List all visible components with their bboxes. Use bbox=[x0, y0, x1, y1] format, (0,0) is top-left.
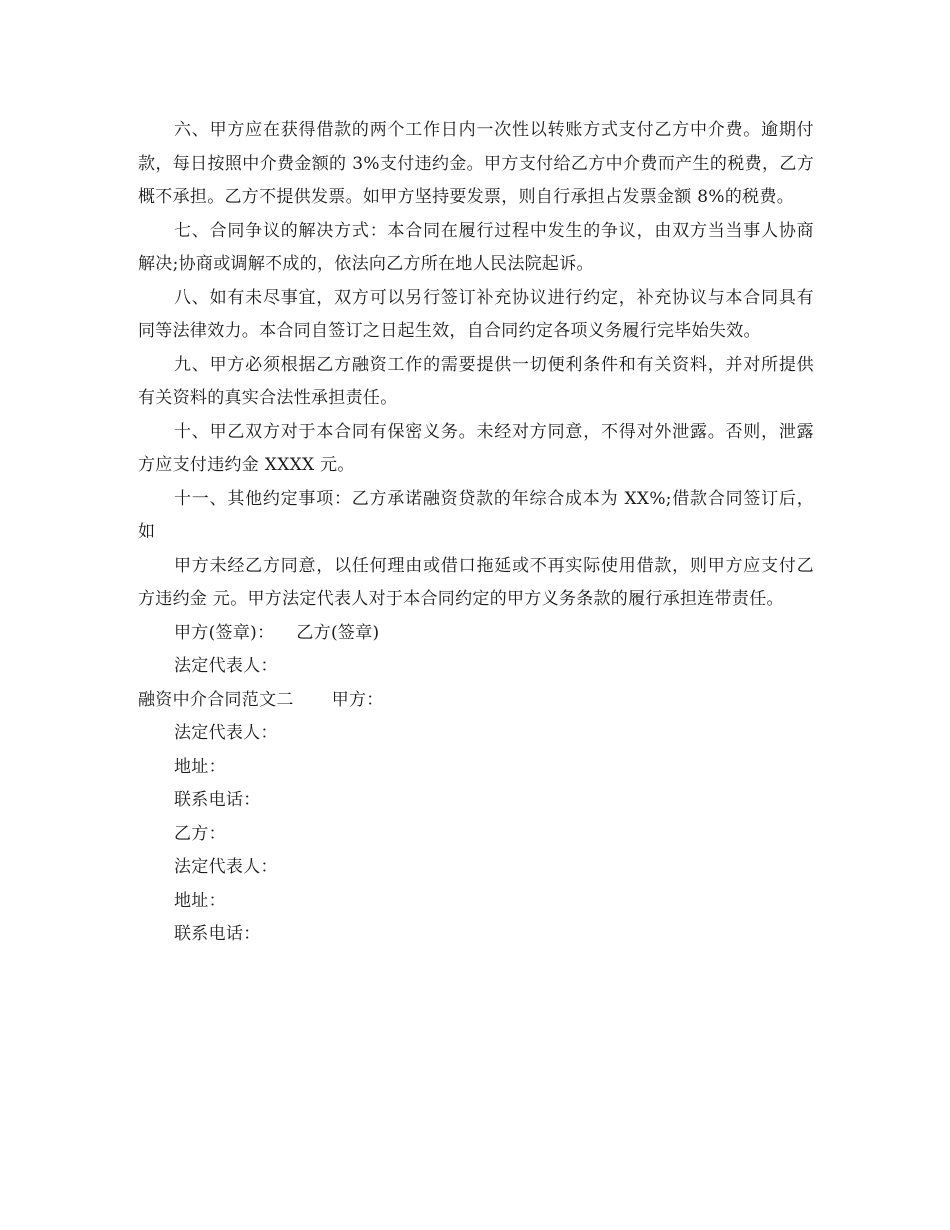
clause-8: 八、如有未尽事宜，双方可以另行签订补充协议进行约定，补充协议与本合同具有同等法律效力。本合同自签订之日起生效，自合同约定各项义务履行完毕始失效。 bbox=[138, 287, 814, 341]
second-party-b: 乙方： bbox=[174, 823, 226, 844]
legal-representative-label: 法定代表人： bbox=[174, 656, 278, 676]
clause-6: 六、甲方应在获得借款的两个工作日内一次性以转账方式支付乙方中介费。逾期付款，每日按照中介费金额的 3%支付违约金。甲方支付给乙方中介费而产生的税费，乙方概不承担。乙方不提供发票。如甲方坚持要发票，则自行承担占发票金额 8%的税费。 bbox=[138, 120, 814, 207]
clause-9: 九、甲方必须根据乙方融资工作的需要提供一切便利条件和有关资料，并对所提供有关资料的真实合法性承担责任。 bbox=[138, 354, 814, 408]
second-b-legal-rep: 法定代表人： bbox=[174, 857, 278, 877]
second-b-address: 地址： bbox=[174, 890, 226, 911]
template-title: 融资中介合同范文二 bbox=[138, 689, 294, 710]
party-b-signature-label: 乙方(签章) bbox=[296, 622, 380, 643]
document-body bbox=[138, 114, 814, 952]
clause-11: 十一、其他约定事项：乙方承诺融资贷款的年综合成本为 XX%;借款合同签订后，如 bbox=[138, 488, 814, 542]
signature-line bbox=[138, 617, 814, 651]
clause-7: 七、合同争议的解决方式：本合同在履行过程中发生的争议，由双方当当事人协商解决;协商或调解不成的，依法向乙方所在地人民法院起诉。 bbox=[138, 220, 814, 274]
second-b-phone: 联系电话： bbox=[174, 924, 261, 944]
second-a-legal-rep: 法定代表人： bbox=[174, 723, 278, 743]
clause-11-continued: 甲方未经乙方同意，以任何理由或借口拖延或不再实际使用借款，则甲方应支付乙方违约金 元。甲方法定代表人对于本合同约定的甲方义务条款的履行承担连带责任。 bbox=[138, 555, 814, 609]
second-party-a-label: 甲方： bbox=[331, 689, 384, 710]
second-a-address: 地址： bbox=[174, 756, 226, 777]
second-a-phone: 联系电话： bbox=[174, 790, 261, 810]
second-template-heading bbox=[138, 684, 814, 718]
clause-10: 十、甲乙双方对于本合同有保密义务。未经对方同意，不得对外泄露。否则，泄露方应支付违约金 XXXX 元。 bbox=[138, 421, 814, 475]
legal-representative-line bbox=[138, 650, 814, 684]
party-a-signature-label: 甲方(签章)： bbox=[174, 622, 275, 643]
